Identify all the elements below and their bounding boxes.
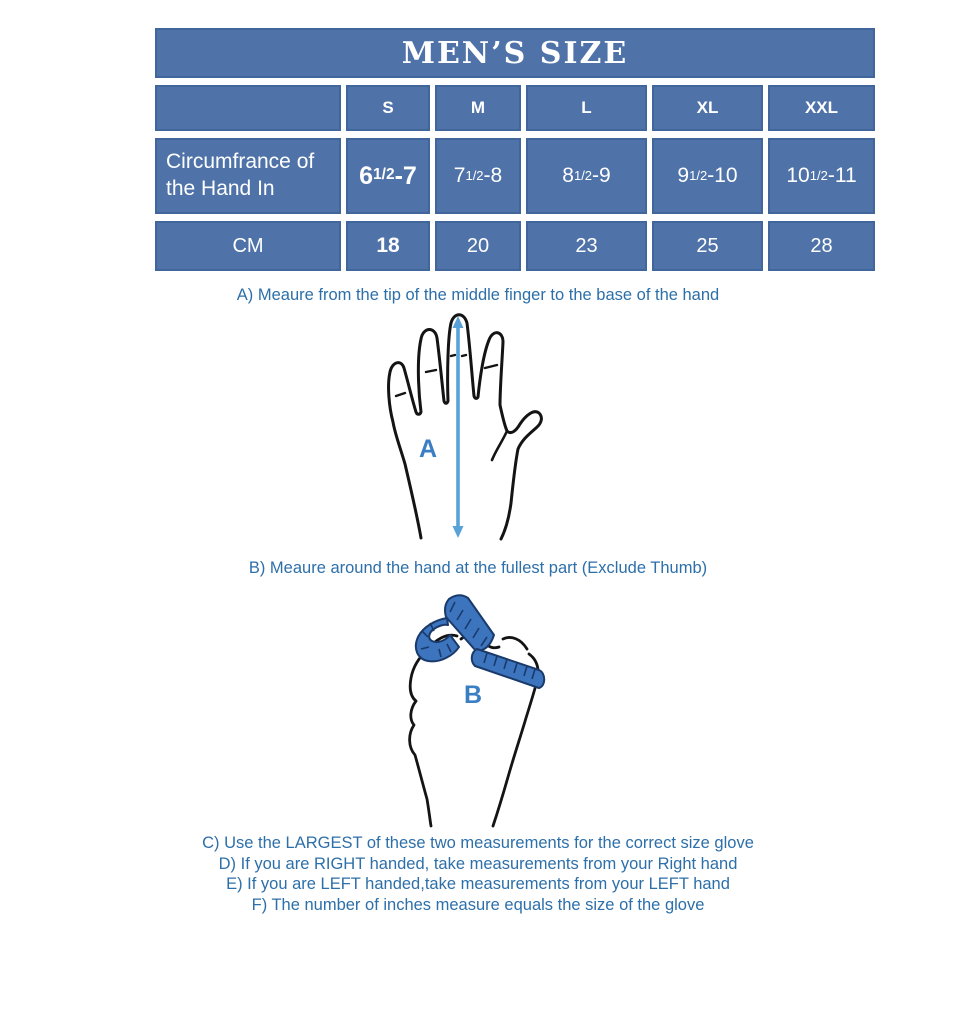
size-header-m: M	[435, 85, 521, 131]
hand-measure-length-illustration	[384, 312, 556, 546]
mens-size-table	[155, 28, 875, 271]
instruction-b: B) Meaure around the hand at the fullest part (Exclude Thumb)	[248, 559, 708, 577]
hand-measure-girth-illustration	[397, 591, 549, 831]
inch-cell-s: 6 1/2 -7	[346, 138, 430, 214]
size-header-s: S	[346, 85, 430, 131]
corner-cell	[155, 85, 341, 131]
diagram-a-label: A	[418, 435, 438, 463]
cm-cell-xxl: 28	[768, 221, 875, 271]
diagram-b-label: B	[463, 681, 483, 709]
table-title-bar	[155, 28, 875, 78]
instruction-c: C) Use the LARGEST of these two measurements for the correct size glove	[202, 834, 754, 852]
cm-cell-l: 23	[526, 221, 647, 271]
circumference-row-label: Circumfrance of the Hand In	[155, 138, 341, 214]
inch-cell-xl: 9 1/2 -10	[652, 138, 763, 214]
cm-cell-s: 18	[346, 221, 430, 271]
circumference-row	[155, 138, 875, 214]
cm-row	[155, 221, 875, 271]
fist-hand-icon	[397, 591, 549, 831]
measure-arrow-icon	[453, 316, 464, 538]
instruction-e: E) If you are LEFT handed,take measurements from your LEFT hand	[226, 875, 730, 894]
open-hand-icon	[384, 312, 556, 546]
measuring-tape-icon	[416, 595, 544, 688]
instruction-f: F) The number of inches measure equals the size of the glove	[251, 895, 705, 914]
table-title: MEN’S SIZE	[401, 35, 629, 71]
size-header-xl: XL	[652, 85, 763, 131]
instruction-a: A) Meaure from the tip of the middle finger to the base of the hand	[236, 286, 720, 304]
inch-cell-m: 7 1/2 -8	[435, 138, 521, 214]
cm-row-label: CM	[155, 221, 341, 271]
size-header-l: L	[526, 85, 647, 131]
instruction-d: D) If you are RIGHT handed, take measurements from your Right hand	[218, 854, 738, 873]
cm-cell-m: 20	[435, 221, 521, 271]
cm-cell-xl: 25	[652, 221, 763, 271]
instruction-list	[0, 833, 956, 915]
size-header-row	[155, 85, 875, 131]
inch-cell-l: 8 1/2 -9	[526, 138, 647, 214]
inch-cell-xxl: 10 1/2 -11	[768, 138, 875, 214]
size-header-xxl: XXL	[768, 85, 875, 131]
